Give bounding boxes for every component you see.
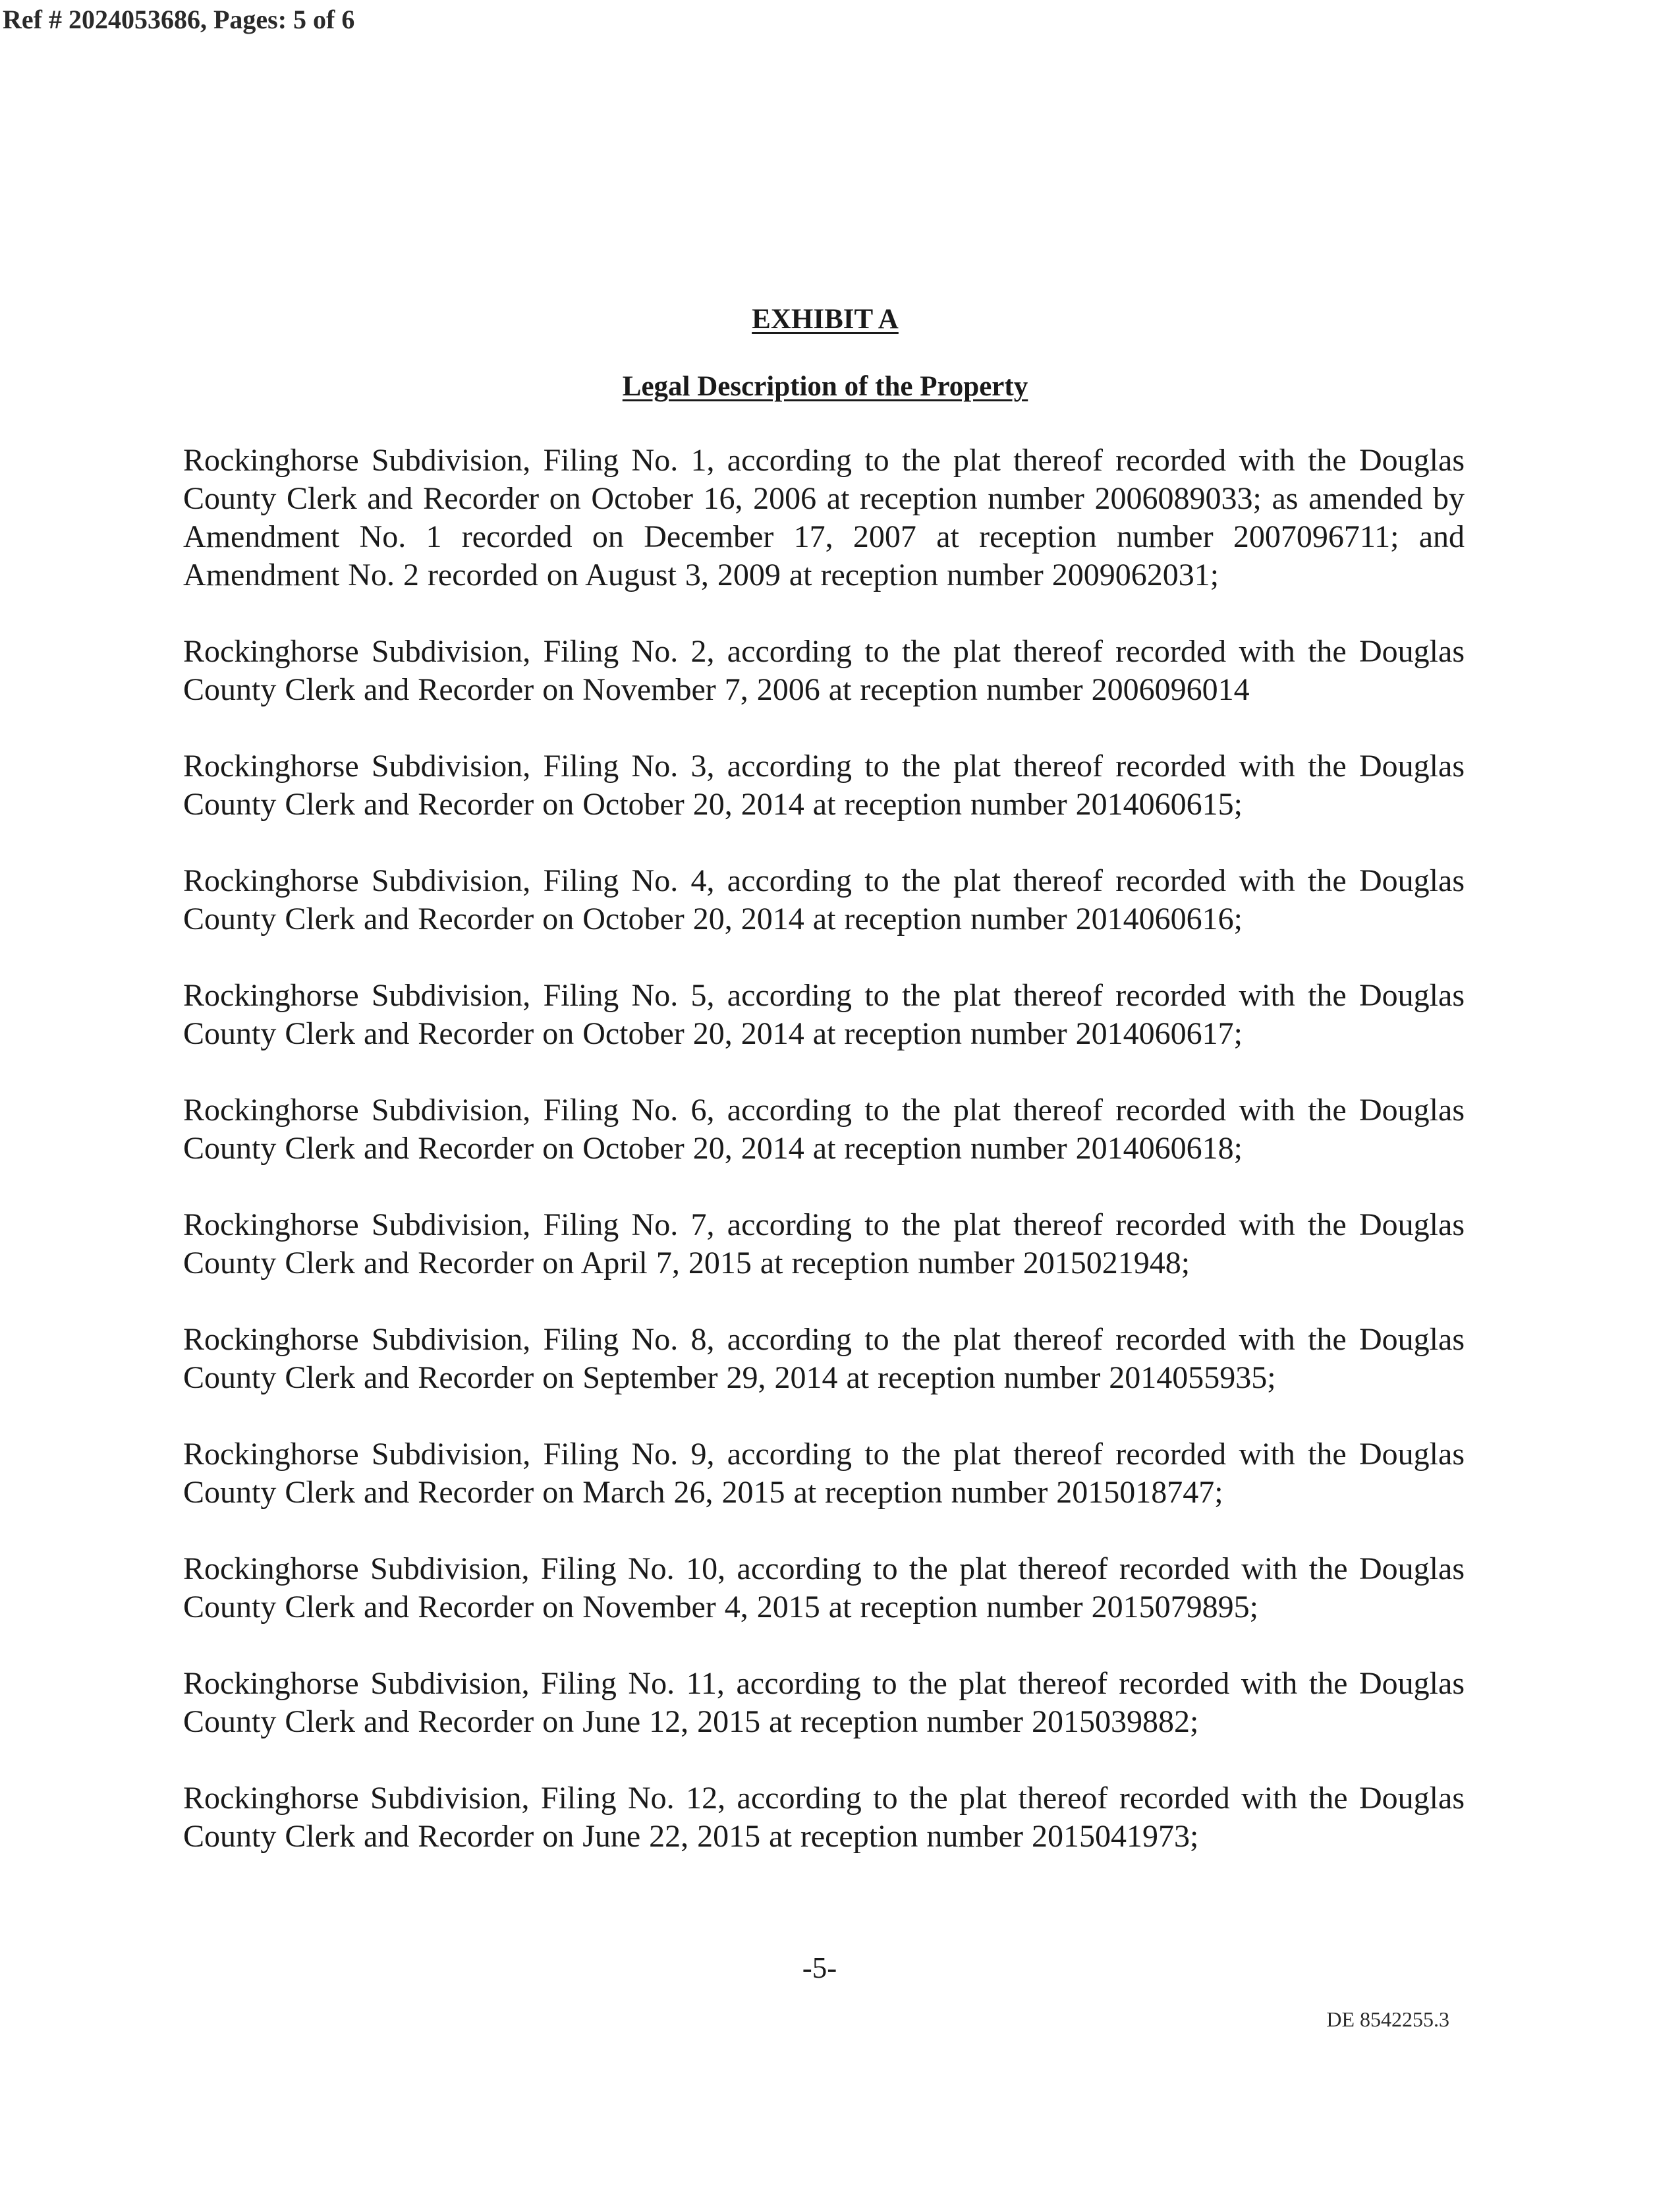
filing-entry: Rockinghorse Subdivision, Filing No. 3, according to the plat thereof recorded with the Douglas County Clerk and Recorder on October 20, 2014 at reception number 2014060615;: [183, 749, 1465, 822]
document-id: DE 8542255.3: [1326, 2007, 1449, 2031]
filing-entry: Rockinghorse Subdivision, Filing No. 7, according to the plat thereof recorded with the Douglas County Clerk and Recorder on April 7, 2015 at reception number 2015021948;: [183, 1207, 1465, 1280]
filing-entry: Rockinghorse Subdivision, Filing No. 5, according to the plat thereof recorded with the Douglas County Clerk and Recorder on October 20, 2014 at reception number 2014060617;: [183, 978, 1465, 1051]
filing-entry: Rockinghorse Subdivision, Filing No. 10, according to the plat thereof recorded with the Douglas County Clerk and Recorder on November 4, 2015 at reception number 2015079895;: [183, 1551, 1465, 1624]
filing-entry: Rockinghorse Subdivision, Filing No. 12, according to the plat thereof recorded with the Douglas County Clerk and Recorder on June 22, 2015 at reception number 2015041973;: [183, 1781, 1465, 1854]
filing-entry: Rockinghorse Subdivision, Filing No. 6, according to the plat thereof recorded with the Douglas County Clerk and Recorder on October 20, 2014 at reception number 2014060618;: [183, 1093, 1465, 1166]
filing-entry: Rockinghorse Subdivision, Filing No. 1, according to the plat thereof recorded with the Douglas County Clerk and Recorder on October 16, 2006 at reception number 2006089033; as amended by Amendment No. 1 recorded on December 17, 2007 at reception number 2007096711; and Amendment No. 2 recorded on August 3, 2009 at reception number 2009062031;: [183, 443, 1465, 592]
filing-entry: Rockinghorse Subdivision, Filing No. 2, according to the plat thereof recorded with the Douglas County Clerk and Recorder on November 7, 2006 at reception number 2006096014: [183, 634, 1465, 707]
exhibit-title: EXHIBIT A: [752, 304, 899, 335]
page-number: -5-: [802, 1951, 837, 1984]
legal-description-heading: Legal Description of the Property: [622, 371, 1028, 402]
filing-entry: Rockinghorse Subdivision, Filing No. 9, according to the plat thereof recorded with the Douglas County Clerk and Recorder on March 26, 2015 at reception number 2015018747;: [183, 1437, 1465, 1510]
filing-entry: Rockinghorse Subdivision, Filing No. 4, according to the plat thereof recorded with the Douglas County Clerk and Recorder on October 20, 2014 at reception number 2014060616;: [183, 863, 1465, 936]
reference-header: Ref # 2024053686, Pages: 5 of 6: [3, 5, 355, 34]
filing-entry: Rockinghorse Subdivision, Filing No. 8, according to the plat thereof recorded with the Douglas County Clerk and Recorder on September 29, 2014 at reception number 2014055935;: [183, 1322, 1465, 1395]
legal-description-list: [183, 442, 1465, 1894]
filing-entry: Rockinghorse Subdivision, Filing No. 11, according to the plat thereof recorded with the Douglas County Clerk and Recorder on June 12, 2015 at reception number 2015039882;: [183, 1666, 1465, 1739]
